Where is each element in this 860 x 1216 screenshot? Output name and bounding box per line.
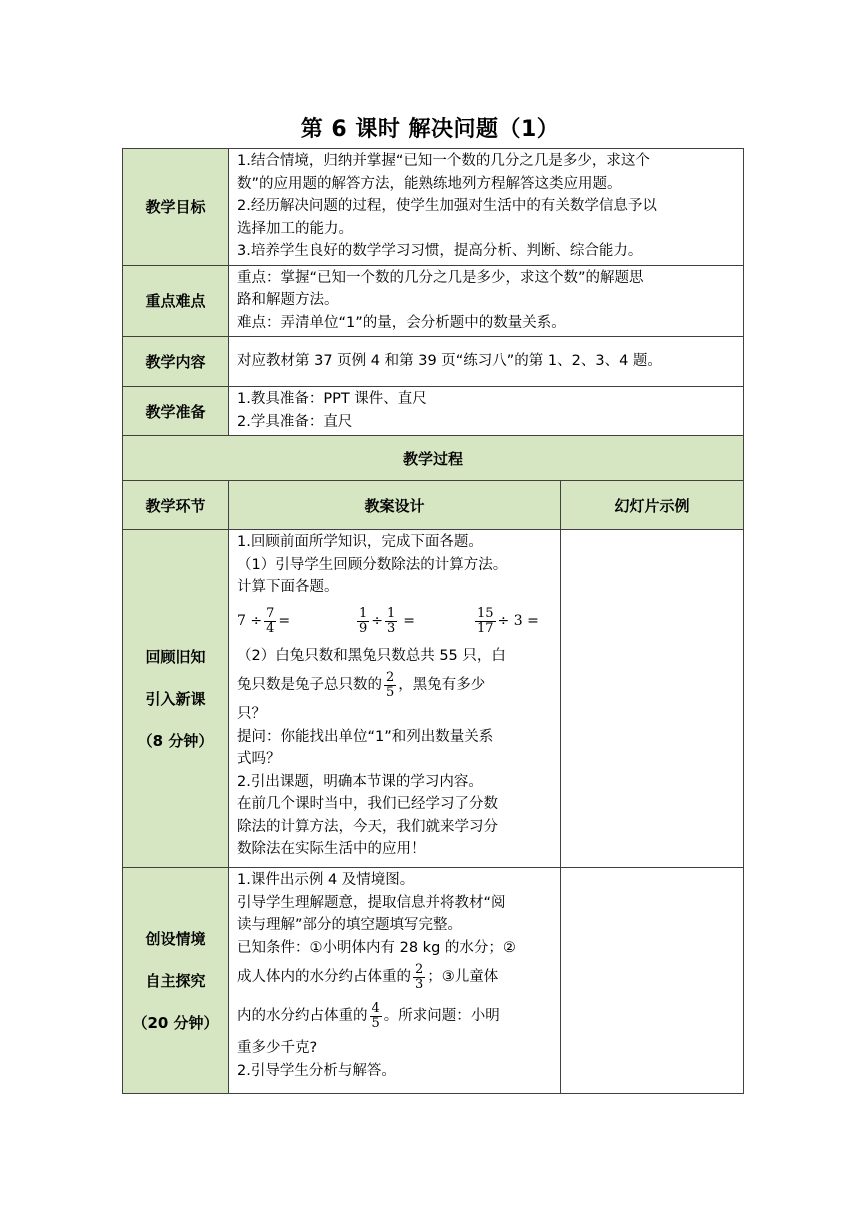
exercise-3	[473, 607, 539, 636]
stage1-row	[123, 530, 744, 868]
process-header-row	[123, 436, 744, 481]
objectives-line: 选择加工的能力。	[237, 220, 353, 237]
stage2-line: 已知条件：①小明体内有 28 kg 的水分；②	[237, 939, 516, 956]
stage1-line: 1.回顾前面所学知识，完成下面各题。	[237, 534, 483, 550]
division-sign: ÷	[371, 613, 384, 630]
fraction	[475, 607, 496, 636]
stage1-name-line: 引入新课	[145, 689, 206, 708]
objectives-line: 3.培养学生良好的数学学习习惯，提高分析、判断、综合能力。	[237, 243, 643, 259]
content-row	[123, 337, 744, 387]
stage1-slide-cell	[561, 530, 744, 868]
stage1-line: 计算下面各题。	[237, 579, 339, 595]
fraction-numerator: 4	[371, 1000, 380, 1016]
key-points-row	[123, 265, 744, 337]
page-title: 第 6 课时 解决问题（1）	[300, 117, 560, 142]
fraction-numerator: 2	[386, 669, 395, 685]
stage2-line: 引导学生理解题意，提取信息并将教材“阅	[237, 894, 506, 911]
objectives-line: 1.结合情境，归纳并掌握“已知一个数的几分之几是多少，求这个	[237, 153, 650, 169]
stage2-name-line: 自主探究	[145, 971, 206, 990]
stage2-line: 2.引导学生分析与解答。	[237, 1062, 396, 1079]
stage1-line: 只？	[237, 706, 266, 722]
fraction	[413, 963, 425, 992]
stage2-line: 读与理解”部分的填空题填写完整。	[237, 917, 463, 933]
calculation-exercises	[237, 599, 554, 645]
exercise-1	[237, 607, 355, 636]
fraction-denominator: 4	[266, 621, 275, 636]
stage2-line: 1.课件出示例 4 及情境图。	[237, 872, 415, 888]
key-points-content	[229, 265, 744, 337]
fraction-denominator: 9	[359, 621, 368, 636]
objectives-label: 教学目标	[123, 149, 229, 266]
objectives-row	[123, 149, 744, 266]
fraction-denominator: 5	[386, 684, 395, 700]
stage2-name-line: 创设情境	[145, 929, 206, 948]
content-text: 对应教材第 37 页例 4 和第 39 页“练习八”的第 1、2、3、4 题。	[229, 337, 744, 387]
stage2-name-line: （20 分钟）	[132, 1013, 219, 1032]
preparation-row	[123, 387, 744, 436]
fraction-numerator: 1	[359, 606, 368, 621]
fraction	[384, 671, 396, 700]
preparation-line: 1.教具准备：PPT 课件、直尺	[237, 391, 427, 407]
stage2-text: 内的水分约占体重的	[237, 1007, 368, 1024]
fraction-numerator: 15	[477, 606, 494, 621]
stage1-line: 除法的计算方法，今天，我们就来学习分	[237, 818, 498, 835]
stage2-label	[123, 868, 229, 1094]
fraction-denominator: 3	[415, 976, 424, 992]
column-header-row	[123, 481, 744, 530]
fraction-denominator: 3	[387, 621, 396, 636]
column-header-slides: 幻灯片示例	[561, 481, 744, 530]
exercise-1-prefix: 7 ÷	[237, 613, 263, 630]
stage1-line: 提问：你能找出单位“1”和列出数量关系	[237, 728, 494, 745]
fraction	[357, 607, 369, 636]
stage2-row	[123, 868, 744, 1094]
stage1-line: 式吗？	[237, 751, 281, 767]
objectives-content	[229, 149, 744, 266]
fraction-denominator: 5	[371, 1015, 380, 1031]
content-label: 教学内容	[123, 337, 229, 387]
column-header-stage: 教学环节	[123, 481, 229, 530]
fraction-denominator: 17	[477, 621, 494, 636]
stage2-slide-cell	[561, 868, 744, 1094]
preparation-line: 2.学具准备：直尺	[237, 413, 353, 430]
stage2-text: 。所求问题：小明	[383, 1007, 500, 1024]
key-points-line: 重点：掌握“已知一个数的几分之几是多少，求这个数”的解题思	[237, 269, 644, 286]
stage1-fraction-line	[237, 667, 554, 703]
fraction	[370, 1002, 382, 1031]
stage2-fraction-line	[237, 959, 554, 995]
column-header-design: 教案设计	[229, 481, 561, 530]
stage1-line: （2）白兔只数和黑兔只数总共 55 只，白	[237, 647, 506, 664]
lesson-plan-table	[122, 148, 744, 1094]
preparation-content	[229, 387, 744, 436]
exercise-2	[355, 607, 473, 636]
fraction	[385, 607, 397, 636]
stage1-line: 2.引出课题，明确本节课的学习内容。	[237, 773, 483, 790]
stage1-line: （1）引导学生回顾分数除法的计算方法。	[237, 556, 508, 573]
stage2-design	[229, 868, 561, 1094]
key-points-line: 路和解题方法。	[237, 292, 339, 308]
stage1-line: 数除法在实际生活中的应用！	[237, 841, 426, 857]
stage1-label	[123, 530, 229, 868]
stage2-line: 重多少千克?	[237, 1040, 318, 1056]
process-header: 教学过程	[123, 436, 744, 481]
key-points-line: 难点：弄清单位“1”的量，会分析题中的数量关系。	[237, 314, 566, 331]
stage1-name-line: （8 分钟）	[137, 731, 214, 750]
fraction-numerator: 1	[387, 606, 396, 621]
objectives-line: 2.经历解决问题的过程，使学生加强对生活中的有关数学信息予以	[237, 198, 657, 214]
key-points-label: 重点难点	[123, 265, 229, 337]
stage2-fraction-line	[237, 995, 554, 1037]
preparation-label: 教学准备	[123, 387, 229, 436]
stage1-text: ，黑兔有多少	[398, 676, 486, 693]
fraction	[264, 607, 276, 636]
fraction-numerator: 7	[266, 606, 275, 621]
exercise-3-suffix: ÷ 3 =	[497, 613, 539, 630]
equals-sign: =	[403, 613, 416, 630]
stage1-text: 兔只数是兔子总只数的	[237, 676, 382, 693]
stage1-line: 在前几个课时当中，我们已经学习了分数	[237, 796, 498, 812]
equals-sign: =	[278, 613, 291, 630]
stage2-text: 成人体内的水分约占体重的	[237, 968, 411, 985]
stage1-name-line: 回顾旧知	[145, 647, 206, 666]
objectives-line: 数”的应用题的解答方法，能熟练地列方程解答这类应用题。	[237, 175, 622, 192]
stage1-design	[229, 530, 561, 868]
stage2-text: ；③儿童体	[427, 968, 499, 985]
fraction-numerator: 2	[415, 961, 424, 977]
